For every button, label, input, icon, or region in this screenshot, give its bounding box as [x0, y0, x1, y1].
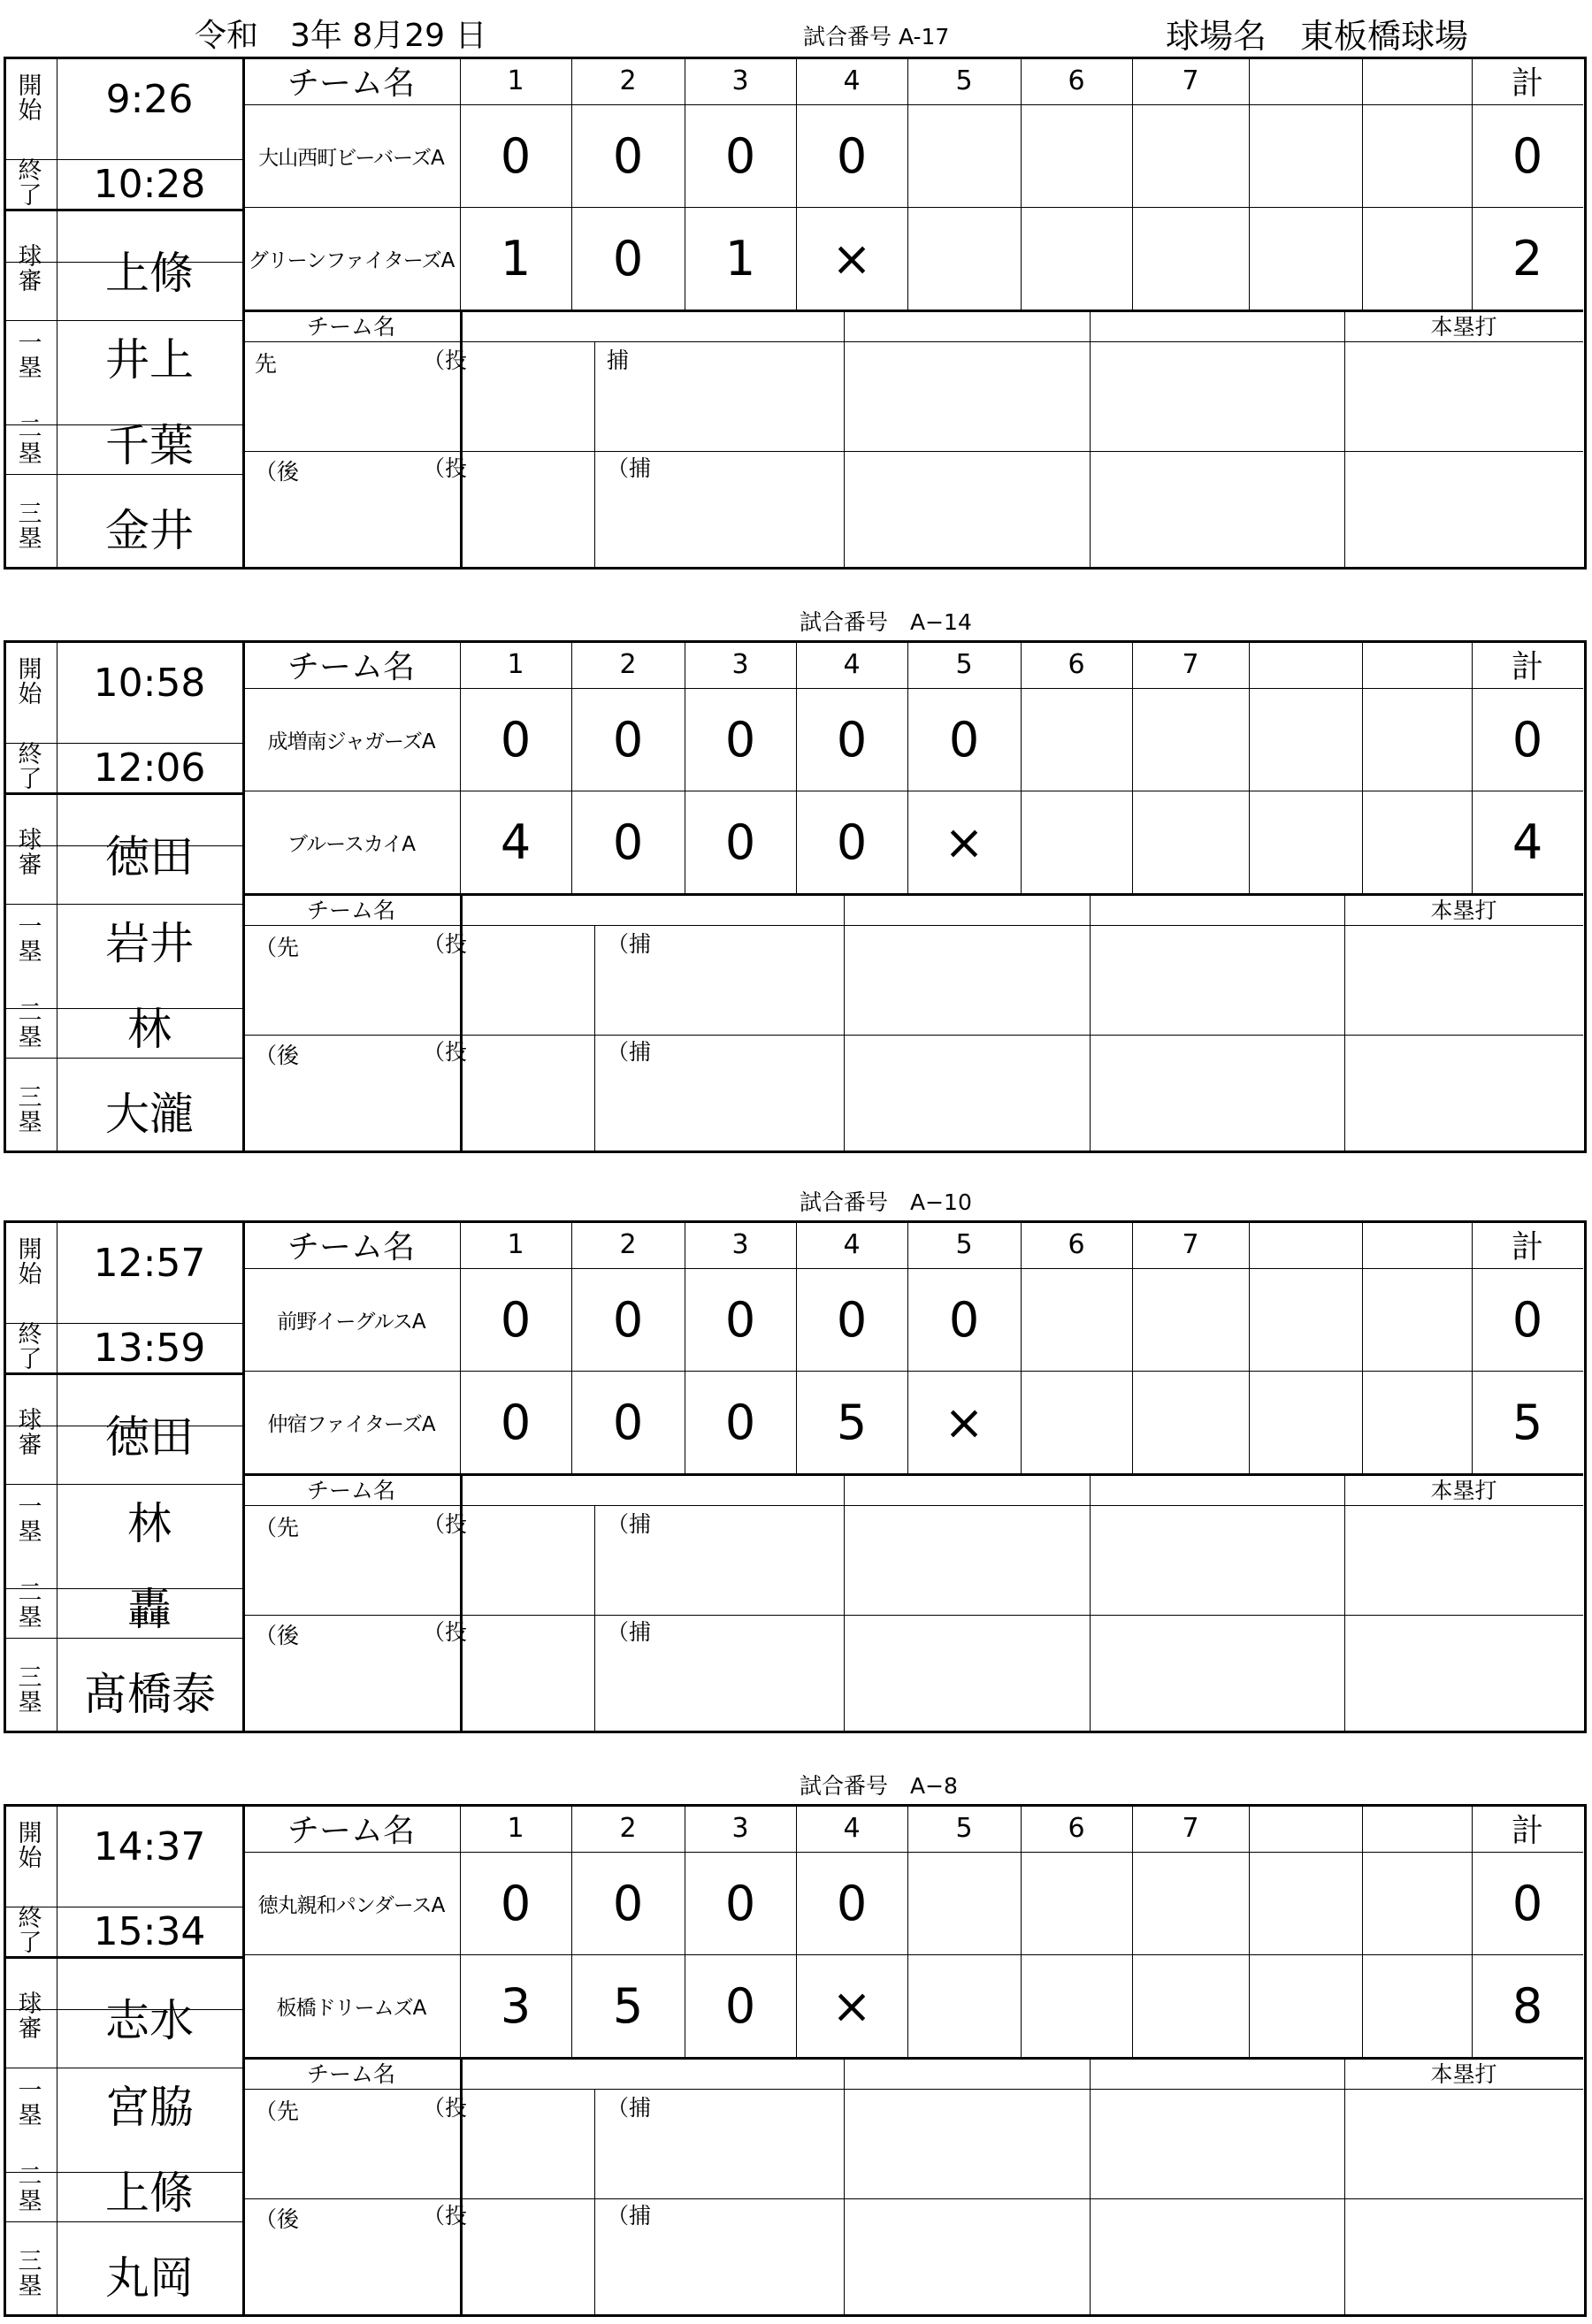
- inning-score: [1021, 207, 1132, 310]
- start-time: 14:37: [93, 1823, 206, 1869]
- total-score: 0: [1512, 711, 1543, 768]
- start-time: 10:58: [93, 660, 206, 706]
- inning-score: 0: [500, 1394, 532, 1450]
- total-header: 計: [1511, 648, 1543, 685]
- inning-score: 0: [612, 814, 644, 870]
- inning-score: 0: [948, 1291, 980, 1348]
- inning-header: 6: [1068, 65, 1085, 96]
- pitcher-label: （投: [423, 2203, 468, 2228]
- grid-line: [242, 2089, 1583, 2090]
- inning-score: 0: [500, 1291, 532, 1348]
- grid-line: [844, 1473, 845, 1733]
- catcher-label: （捕: [607, 2203, 652, 2228]
- end-time: 10:28: [93, 161, 206, 207]
- inning-score: [1132, 207, 1249, 310]
- grid-line: [1362, 640, 1363, 893]
- third-base-umpire-label: 三 塁: [18, 1084, 42, 1136]
- plate-umpire-label: 球 審: [18, 1991, 42, 2043]
- pitcher-label: （投: [423, 1619, 468, 1645]
- inning-header: 2: [619, 648, 637, 680]
- inning-score: 0: [724, 127, 756, 184]
- second-base-umpire-label: 二 塁: [18, 999, 42, 1051]
- first-base-umpire-label: 一 塁: [18, 330, 42, 382]
- inning-score: 0: [500, 711, 532, 768]
- inning-score: 0: [612, 127, 644, 184]
- grid-line: [1249, 1220, 1250, 1473]
- inning-header: 2: [619, 65, 637, 96]
- grid-line: [1362, 1220, 1363, 1473]
- inning-score: 0: [948, 711, 980, 768]
- first-team-label: （先: [255, 1515, 300, 1540]
- inning-score: 3: [500, 1977, 532, 2034]
- first-base-umpire-label: 一 塁: [18, 2077, 42, 2129]
- game-number: 試合番号 A−14: [800, 609, 972, 635]
- grid-line: [1249, 57, 1250, 310]
- inning-header: 3: [731, 648, 749, 680]
- inning-score: 0: [836, 711, 868, 768]
- inning-score: 0: [724, 1291, 756, 1348]
- grid-line: [1090, 1473, 1091, 1733]
- inning-header: 4: [843, 1228, 861, 1260]
- end-time: 15:34: [93, 1908, 206, 1954]
- inning-score: [907, 1954, 1021, 2057]
- plate-umpire-name: 上條: [105, 248, 194, 299]
- grid-line: [844, 2057, 845, 2317]
- grid-line: [1362, 57, 1363, 310]
- team-name-subheader: チーム名: [306, 314, 395, 340]
- inning-score: [1132, 1852, 1249, 1954]
- inning-header: 7: [1182, 1228, 1199, 1260]
- grid-line: [844, 310, 845, 570]
- second-team-label: （後: [255, 459, 300, 485]
- team-name: 成増南ジャガーズA: [267, 730, 435, 753]
- inning-score: 0: [612, 711, 644, 768]
- team-name: 徳丸親和パンダースA: [257, 1893, 445, 1917]
- end-label: 終 了: [18, 157, 42, 210]
- team-name-header: チーム名: [287, 1812, 415, 1849]
- inning-score: ×: [944, 814, 984, 870]
- end-label: 終 了: [18, 1321, 42, 1373]
- inning-score: 4: [500, 814, 532, 870]
- inning-score: 0: [500, 127, 532, 184]
- inning-header: 7: [1182, 648, 1199, 680]
- grid-line: [594, 341, 595, 570]
- start-label: 開 始: [18, 1820, 42, 1872]
- second-base-umpire-label: 二 塁: [18, 1579, 42, 1632]
- inning-header: 7: [1182, 65, 1199, 96]
- grid-line: [1090, 310, 1091, 570]
- grid-line: [594, 1505, 595, 1733]
- pitcher-label: （投: [423, 455, 468, 481]
- third-base-umpire-name: 大瀧: [105, 1089, 194, 1140]
- grid-line: [1249, 1804, 1250, 2057]
- inning-header: 1: [507, 65, 524, 96]
- inning-score: ×: [831, 1977, 872, 2034]
- game-block: [4, 57, 1587, 570]
- total-score: 4: [1512, 814, 1543, 870]
- sheet-header: [0, 7, 1592, 56]
- inning-header: 2: [619, 1228, 637, 1260]
- inning-score: 0: [836, 127, 868, 184]
- inning-score: [1132, 104, 1249, 207]
- third-base-umpire-label: 三 塁: [18, 1664, 42, 1716]
- inning-score: [1021, 1371, 1132, 1473]
- home-run-header: 本塁打: [1430, 2061, 1497, 2087]
- team-name: 仲宿ファイターズA: [267, 1412, 435, 1436]
- inning-score: 0: [724, 1875, 756, 1931]
- inning-score: [907, 207, 1021, 310]
- grid-line: [242, 1505, 1583, 1506]
- second-base-umpire-name: 林: [127, 1004, 172, 1055]
- grid-line: [1344, 893, 1345, 1153]
- second-base-umpire-name: 轟: [127, 1584, 172, 1635]
- total-header: 計: [1511, 1228, 1543, 1265]
- venue-name: 球場名 東板橋球場: [1166, 17, 1469, 56]
- inning-score: [1132, 1371, 1249, 1473]
- grid-line: [594, 925, 595, 1153]
- inning-header: 4: [843, 65, 861, 96]
- inning-header: 3: [731, 1812, 749, 1844]
- catcher-label: （捕: [607, 1511, 652, 1537]
- plate-umpire-label: 球 審: [18, 243, 42, 295]
- catcher-label: 捕: [607, 348, 630, 373]
- game-block: [4, 1220, 1587, 1733]
- total-score: 0: [1512, 127, 1543, 184]
- inning-header: 5: [955, 1812, 973, 1844]
- start-time: 12:57: [93, 1240, 206, 1286]
- catcher-label: （捕: [607, 455, 652, 481]
- inning-score: [1021, 1852, 1132, 1954]
- inning-header: 3: [731, 1228, 749, 1260]
- team-name-header: チーム名: [287, 65, 415, 102]
- start-label: 開 始: [18, 656, 42, 708]
- grid-line: [1344, 310, 1345, 570]
- inning-score: ×: [831, 230, 872, 287]
- inning-score: [1132, 1268, 1249, 1371]
- inning-header: 1: [507, 648, 524, 680]
- team-name: 大山西町ビーバーズA: [258, 146, 444, 170]
- grid-line: [1090, 893, 1091, 1153]
- catcher-label: （捕: [607, 1039, 652, 1065]
- inning-header: 7: [1182, 1812, 1199, 1844]
- end-label: 終 了: [18, 741, 42, 793]
- inning-score: [1021, 104, 1132, 207]
- inning-header: 6: [1068, 648, 1085, 680]
- inning-score: 0: [836, 814, 868, 870]
- total-score: 5: [1512, 1394, 1543, 1450]
- inning-score: 0: [612, 1394, 644, 1450]
- inning-score: [907, 104, 1021, 207]
- grid-line: [1362, 1804, 1363, 2057]
- grid-line: [242, 925, 1583, 926]
- team-name-header: チーム名: [287, 1228, 415, 1265]
- grid-line: [1344, 2057, 1345, 2317]
- grid-line: [1249, 640, 1250, 893]
- inning-score: 0: [724, 1394, 756, 1450]
- inning-score: 5: [612, 1977, 644, 2034]
- third-base-umpire-label: 三 塁: [18, 2248, 42, 2300]
- plate-umpire-label: 球 審: [18, 827, 42, 879]
- grid-line: [242, 341, 1583, 342]
- total-score: 2: [1512, 230, 1543, 287]
- second-team-label: （後: [255, 1043, 300, 1068]
- second-team-label: （後: [255, 1623, 300, 1648]
- pitcher-label: （投: [423, 1511, 468, 1537]
- inning-score: 1: [724, 230, 756, 287]
- second-base-umpire-label: 二 塁: [18, 416, 42, 468]
- second-team-label: （後: [255, 2206, 300, 2232]
- inning-header: 5: [955, 648, 973, 680]
- inning-score: 1: [500, 230, 532, 287]
- first-base-umpire-name: 宮脇: [105, 2082, 194, 2133]
- plate-umpire-name: 徳田: [105, 831, 194, 883]
- inning-header: 6: [1068, 1812, 1085, 1844]
- second-base-umpire-name: 千葉: [105, 420, 194, 471]
- team-name: 前野イーグルスA: [277, 1310, 425, 1334]
- inning-score: [1021, 791, 1132, 893]
- game-number: 試合番号 A−8: [800, 1773, 958, 1799]
- home-run-header: 本塁打: [1430, 1478, 1497, 1503]
- first-game-number: 試合番号 A-17: [803, 24, 950, 50]
- home-run-header: 本塁打: [1430, 314, 1497, 340]
- inning-score: ×: [944, 1394, 984, 1450]
- team-name-subheader: チーム名: [306, 898, 395, 923]
- game-block: [4, 640, 1587, 1153]
- inning-header: 4: [843, 1812, 861, 1844]
- inning-header: 4: [843, 648, 861, 680]
- third-base-umpire-name: 丸岡: [105, 2252, 194, 2304]
- first-base-umpire-label: 一 塁: [18, 914, 42, 966]
- plate-umpire-name: 徳田: [105, 1411, 194, 1463]
- first-base-umpire-name: 井上: [105, 334, 194, 386]
- pitcher-label: （投: [423, 348, 468, 373]
- total-header: 計: [1511, 1812, 1543, 1849]
- game-date: 令和 3年 8月29 日: [195, 18, 487, 54]
- second-base-umpire-label: 二 塁: [18, 2163, 42, 2215]
- inning-score: 0: [836, 1291, 868, 1348]
- inning-score: [1021, 1268, 1132, 1371]
- total-score: 0: [1512, 1875, 1543, 1931]
- inning-score: 0: [500, 1875, 532, 1931]
- grid-line: [844, 893, 845, 1153]
- catcher-label: （捕: [607, 1619, 652, 1645]
- start-time: 9:26: [105, 76, 194, 122]
- inning-score: [1021, 1954, 1132, 2057]
- grid-line: [1090, 2057, 1091, 2317]
- start-label: 開 始: [18, 73, 42, 125]
- inning-score: 5: [836, 1394, 868, 1450]
- inning-score: [1132, 791, 1249, 893]
- first-team-label: 先: [255, 351, 278, 377]
- game-block: [4, 1804, 1587, 2317]
- inning-header: 6: [1068, 1228, 1085, 1260]
- first-base-umpire-label: 一 塁: [18, 1494, 42, 1546]
- inning-score: 0: [836, 1875, 868, 1931]
- game-number: 試合番号 A−10: [800, 1189, 972, 1215]
- inning-score: 0: [612, 1875, 644, 1931]
- inning-score: 0: [724, 1977, 756, 2034]
- catcher-label: （捕: [607, 2095, 652, 2121]
- inning-score: 0: [612, 230, 644, 287]
- inning-score: [907, 1852, 1021, 1954]
- third-base-umpire-name: 金井: [105, 505, 194, 556]
- inning-header: 2: [619, 1812, 637, 1844]
- total-header: 計: [1511, 65, 1543, 102]
- inning-score: [1021, 688, 1132, 791]
- inning-header: 1: [507, 1228, 524, 1260]
- pitcher-label: （投: [423, 931, 468, 957]
- pitcher-label: （投: [423, 2095, 468, 2121]
- grid-line: [1344, 1473, 1345, 1733]
- pitcher-label: （投: [423, 1039, 468, 1065]
- first-base-umpire-name: 岩井: [105, 918, 194, 969]
- inning-header: 3: [731, 65, 749, 96]
- inning-header: 5: [955, 65, 973, 96]
- inning-header: 1: [507, 1812, 524, 1844]
- total-score: 0: [1512, 1291, 1543, 1348]
- inning-score: [1132, 1954, 1249, 2057]
- catcher-label: （捕: [607, 931, 652, 957]
- grid-line: [594, 2089, 595, 2317]
- plate-umpire-name: 志水: [105, 1995, 194, 2046]
- home-run-header: 本塁打: [1430, 898, 1497, 923]
- second-base-umpire-name: 上條: [105, 2167, 194, 2219]
- start-label: 開 始: [18, 1236, 42, 1288]
- first-base-umpire-name: 林: [127, 1498, 172, 1549]
- inning-header: 5: [955, 1228, 973, 1260]
- end-time: 12:06: [93, 745, 206, 791]
- team-name-subheader: チーム名: [306, 1478, 395, 1503]
- inning-score: 0: [612, 1291, 644, 1348]
- total-score: 8: [1512, 1977, 1543, 2034]
- team-name: グリーンファイターズA: [248, 248, 455, 272]
- first-team-label: （先: [255, 2098, 300, 2124]
- third-base-umpire-label: 三 塁: [18, 501, 42, 553]
- end-label: 終 了: [18, 1905, 42, 1957]
- third-base-umpire-name: 髙橋泰: [83, 1669, 216, 1720]
- team-name-header: チーム名: [287, 648, 415, 685]
- inning-score: 0: [724, 814, 756, 870]
- first-team-label: （先: [255, 935, 300, 960]
- team-name: ブルースカイA: [287, 832, 415, 856]
- inning-score: 0: [724, 711, 756, 768]
- inning-score: [1132, 688, 1249, 791]
- plate-umpire-label: 球 審: [18, 1407, 42, 1459]
- team-name-subheader: チーム名: [306, 2061, 395, 2087]
- end-time: 13:59: [93, 1325, 206, 1371]
- team-name: 板橋ドリームズA: [276, 1996, 426, 2020]
